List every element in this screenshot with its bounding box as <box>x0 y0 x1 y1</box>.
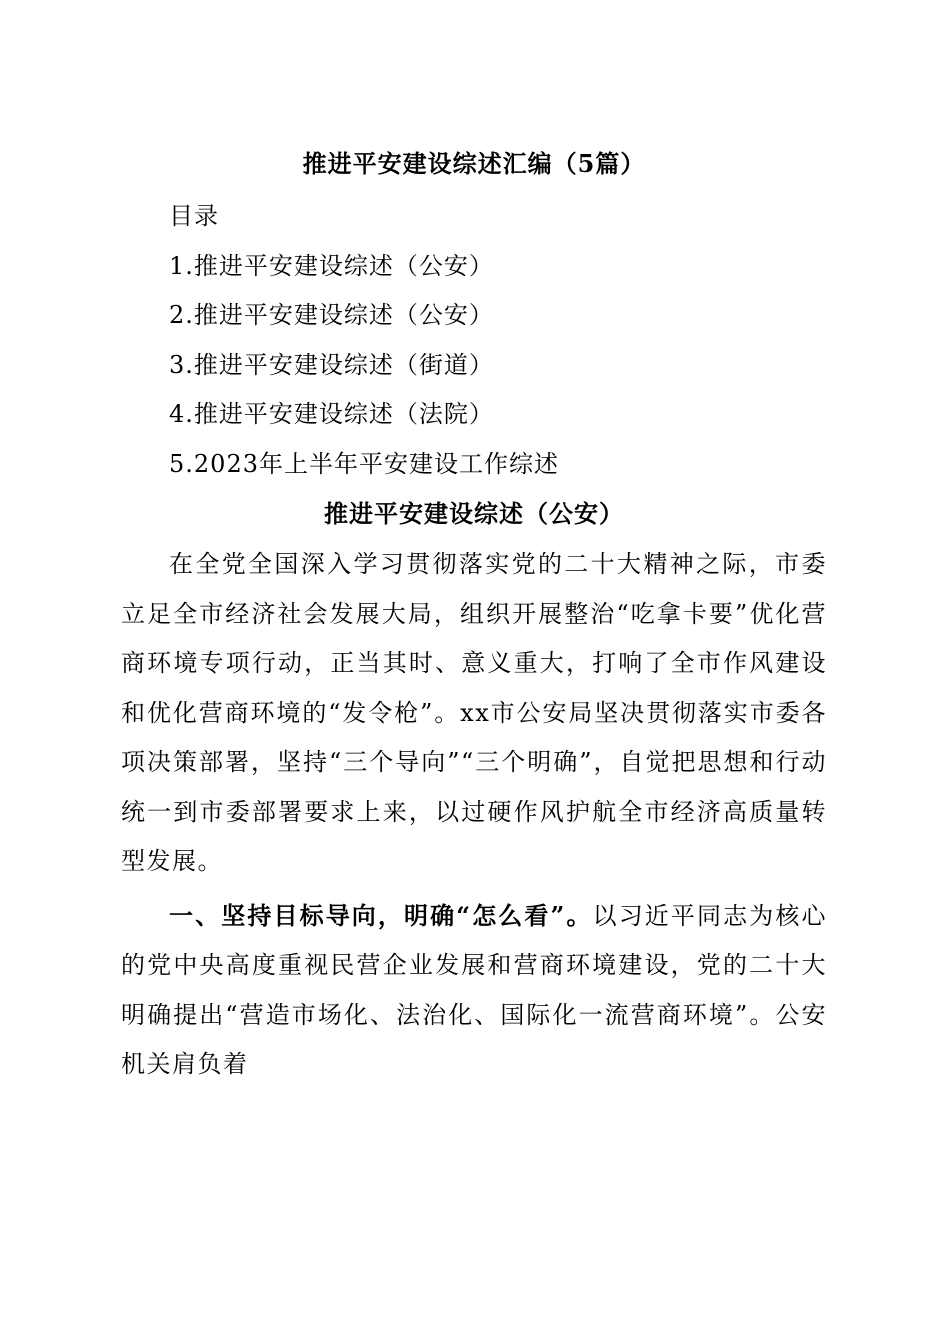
paragraph-text: 以习近平同志为核心的党中央高度重视民营企业发展和营商环境建设，党的二十大明确提出“营造市场化、法治化、国际化一流营商环境”。公安机关肩负着 <box>121 901 828 1078</box>
body-paragraph <box>121 891 827 1090</box>
body-paragraph <box>121 539 827 887</box>
toc-item: 3.推进平安建设综述（街道） <box>169 350 494 379</box>
document-page <box>121 136 827 1090</box>
toc-heading: 目录 <box>169 202 219 230</box>
toc-item: 2.推进平安建设综述（公安） <box>169 301 494 329</box>
paragraph-text: 在全党全国深入学习贯彻落实党的二十大精神之际，市委立足全市经济社会发展大局，组织开展整治“吃拿卡要”优化营商环境专项行动，正当其时、意义重大，打响了全市作风建设和优化营商环境的“发令枪”。xx市公安局坚决贯彻落实市委各项决策部署，坚持“三个导向”“三个明确”，自觉把思想和行动统一到市委部署要求上来，以过硬作风护航全市经济高质量转型发展。 <box>121 550 827 875</box>
document-title: 推进平安建设综述汇编（5篇） <box>302 149 646 178</box>
section-title: 推进平安建设综述（公安） <box>324 499 624 528</box>
table-of-contents <box>121 192 827 489</box>
paragraph-lead: 一、坚持目标导向，明确“怎么看”。 <box>169 900 593 930</box>
toc-item: 1.推进平安建设综述（公安） <box>169 251 494 280</box>
toc-item: 4.推进平安建设综述（法院） <box>169 400 494 428</box>
toc-item: 5.2023年上半年平安建设工作综述 <box>169 449 559 478</box>
